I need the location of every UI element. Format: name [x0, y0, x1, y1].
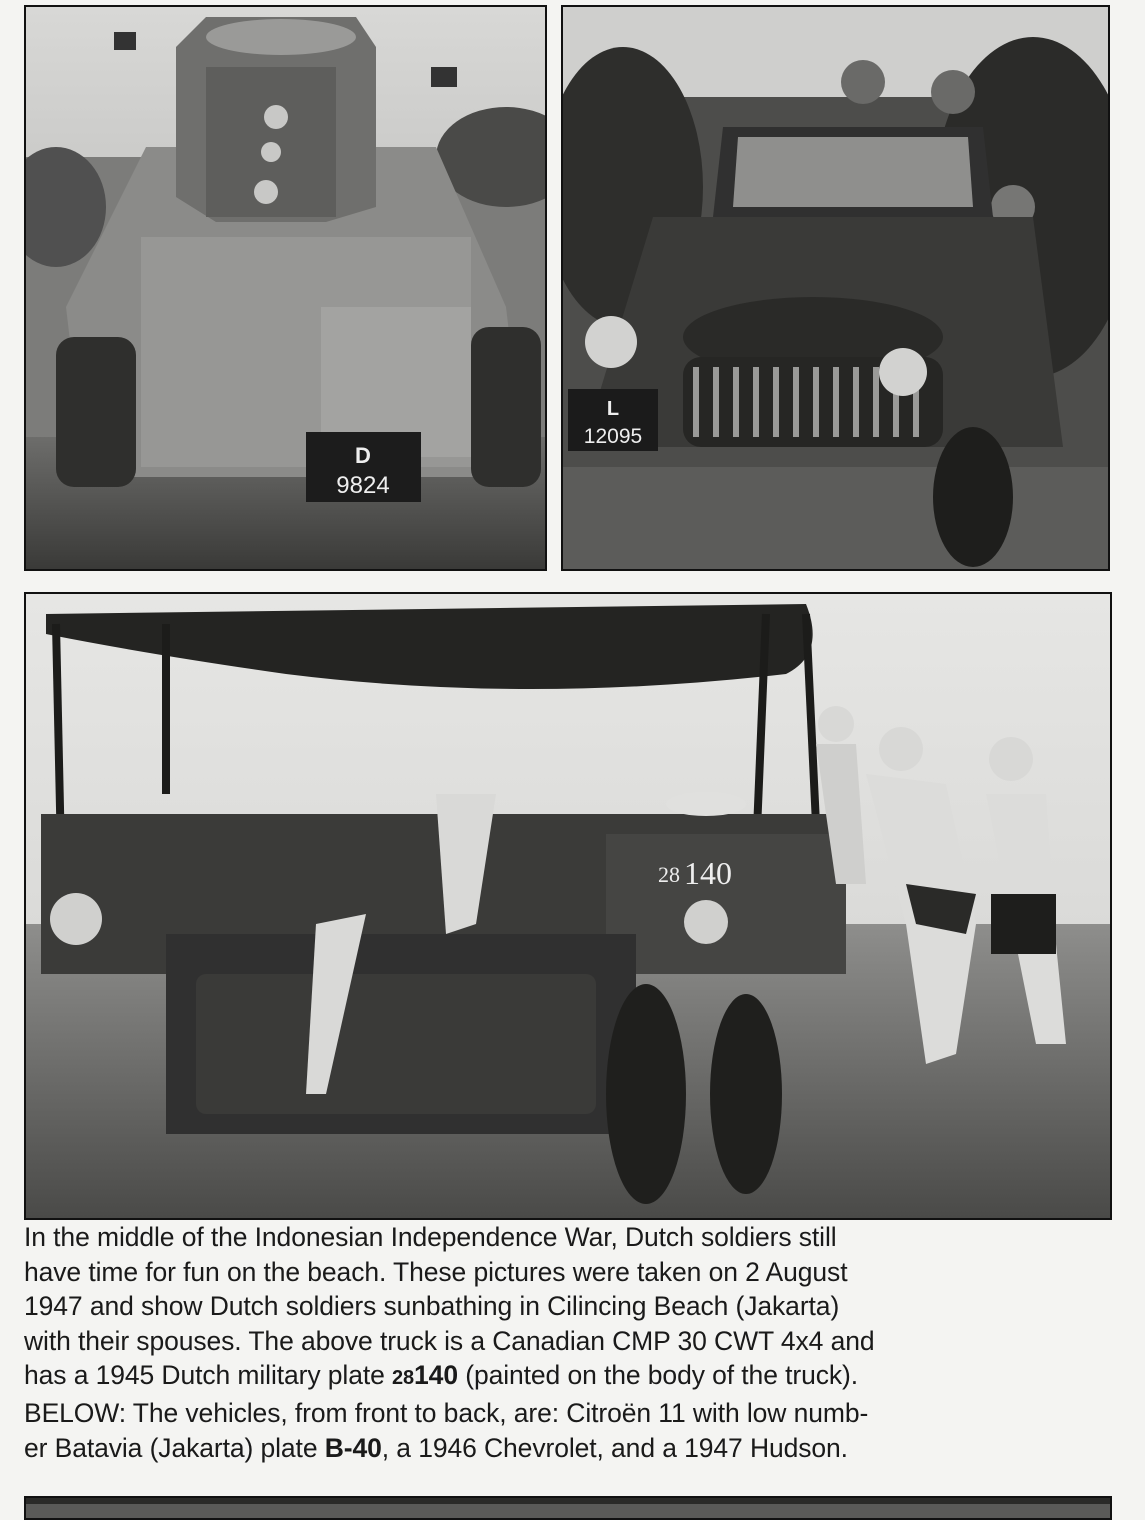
caption-line: BELOW: The vehicles, from front to back, are: Citroën 11 with low numb-: [24, 1397, 869, 1428]
photo-caption: [24, 1220, 1124, 1465]
armored-car-plate-number: 9824: [336, 472, 390, 499]
armored-car-photo: [24, 5, 547, 571]
caption-line: [24, 1358, 1124, 1396]
caption-line: have time for fun on the beach. These pictures were taken on 2 August: [24, 1256, 848, 1287]
truck-plate-prefix: 28: [392, 1367, 415, 1390]
truck-plate-main: 140: [414, 1360, 458, 1391]
pickup-plate-code: L: [606, 398, 620, 420]
truck-body-number-prefix: 28: [658, 862, 680, 887]
truck-plate-reference: [392, 1360, 458, 1390]
pickup-plate-number: 12095: [583, 425, 643, 448]
cmp-truck-beach-photo: [24, 592, 1112, 1220]
caption-text: er Batavia (Jakarta) plate: [24, 1432, 325, 1463]
caption-text: (painted on the body of the truck).: [457, 1360, 859, 1391]
truck-body-number-main: 140: [684, 855, 732, 891]
caption-line: In the middle of the Indonesian Independence War, Dutch soldiers still: [24, 1222, 837, 1252]
caption-text: has a 1945 Dutch military plate: [24, 1360, 392, 1391]
caption-line: with their spouses. The above truck is a Canadian CMP 30 CWT 4x4 and: [24, 1325, 875, 1356]
pickup-truck-photo: [561, 5, 1110, 571]
caption-text: , a 1946 Chevrolet, and a 1947 Hudson.: [381, 1432, 848, 1463]
vehicles-photo-partial: [24, 1496, 1112, 1520]
caption-line: [24, 1431, 1124, 1466]
armored-car-plate-code: D: [355, 443, 371, 468]
caption-line: 1947 and show Dutch soldiers sunbathing in Cilincing Beach (Jakarta): [24, 1291, 840, 1322]
batavia-plate-reference: B-40: [324, 1432, 382, 1463]
